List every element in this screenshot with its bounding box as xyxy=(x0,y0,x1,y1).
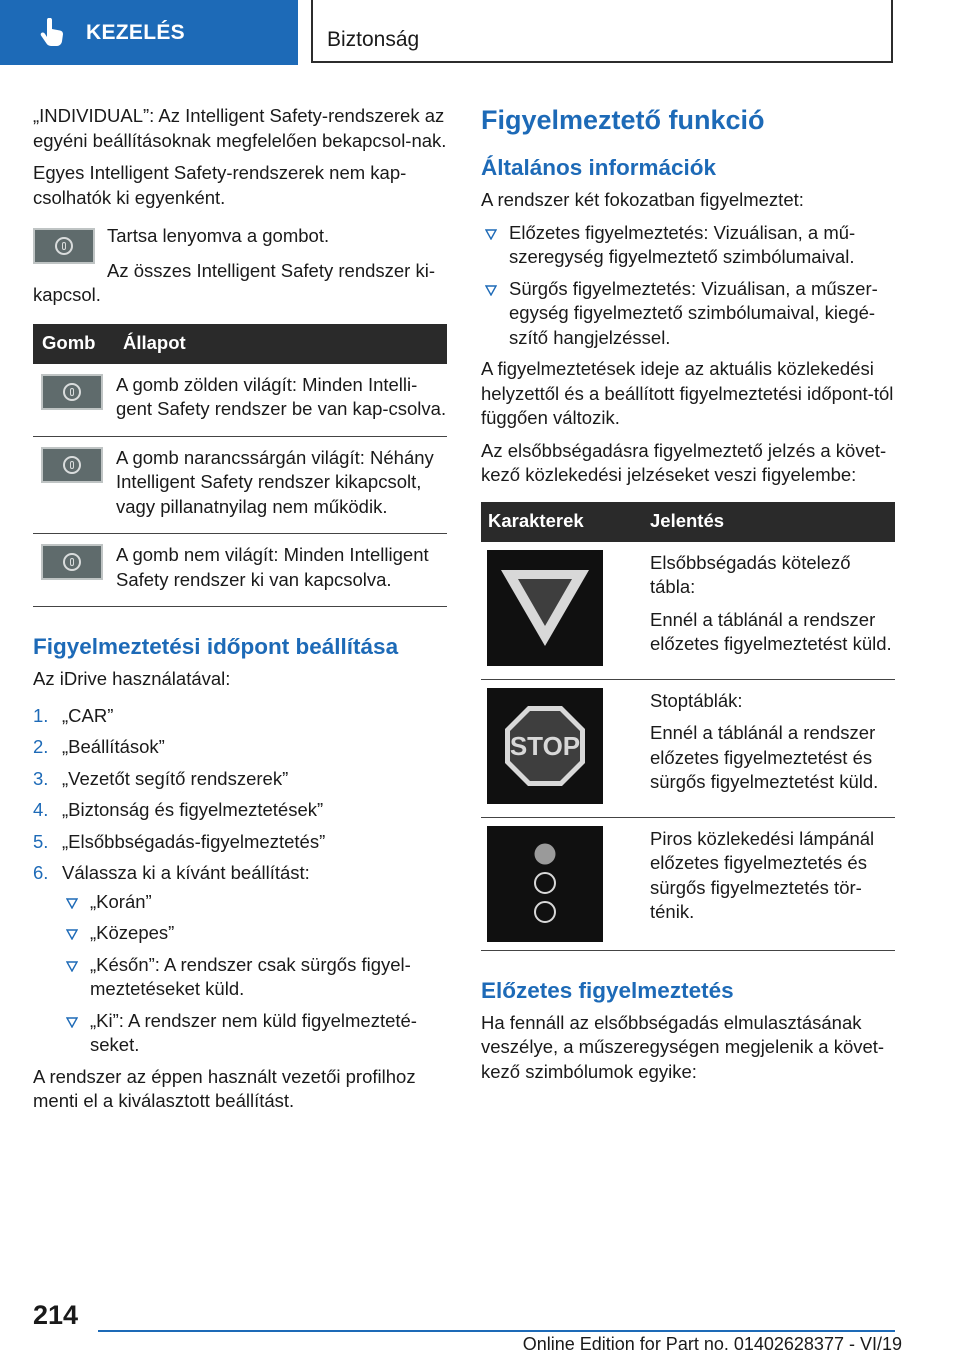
list-item: 6. Válassza ki a kívánt beállítást: „Korán” „Közepes” „Későn”: A rendszer csak sürgős figyel-meztetéseket küld. „Ki”: A rendszer nem küld figyelmezteté-seket. xyxy=(33,861,447,1058)
footer-divider xyxy=(98,1330,895,1332)
breadcrumb xyxy=(311,0,893,63)
button-instruction xyxy=(33,224,447,308)
button-orange-icon xyxy=(41,447,103,483)
page-number: 214 xyxy=(33,1300,79,1330)
breadcrumb-section: Biztonság xyxy=(327,28,420,51)
traffic-light-icon xyxy=(487,826,603,942)
intro-paragraph-1: „INDIVIDUAL”: Az Intelligent Safety-rendszerek az egyéni beállításoknak megfelelően bekapcsol-nak. xyxy=(33,105,447,151)
edition-text: Online Edition for Part no. 01402628377 - VI/19 xyxy=(522,1334,902,1354)
steps-list xyxy=(33,704,447,1058)
hand-pointer-icon xyxy=(38,18,66,48)
triangle-bullet-icon xyxy=(66,898,78,909)
triangle-bullet-icon xyxy=(66,929,78,940)
general-intro: A rendszer két fokozatban figyelmeztet: xyxy=(481,189,804,210)
main-heading: Figyelmeztető funkció xyxy=(481,105,765,135)
list-item: 1. „CAR” xyxy=(33,704,114,726)
table-header-meaning: Jelentés xyxy=(622,502,895,542)
triangle-bullet-icon xyxy=(66,961,78,972)
list-item: 5. „Elsőbbségadás-figyelmeztetés” xyxy=(33,830,326,852)
all-off-text-line1: Az összes Intelligent Safety rendszer ki- xyxy=(107,259,436,281)
table-row xyxy=(33,436,447,534)
all-off-text-line2: kapcsol. xyxy=(33,284,101,305)
right-column xyxy=(481,104,895,1092)
intro-paragraph-2: Egyes Intelligent Safety-rendszerek nem kap-csolhatók ki egyenként. xyxy=(33,162,407,208)
sign-detail: Ennél a táblánál a rendszer előzetes figyelmeztetést és sürgős figyelmeztetést küld. xyxy=(650,722,879,792)
left-column xyxy=(33,104,447,1122)
table-row xyxy=(33,364,447,437)
status-text: A gomb narancssárgán világít: Néhány Intelligent Safety rendszer kikapcsolt, vagy pillanatnyilag nem működik. xyxy=(116,446,434,517)
status-text: A gomb zölden világít: Minden Intelli-gent Safety rendszer be van kap-csolva. xyxy=(116,373,447,419)
status-text: A gomb nem világít: Minden Intelligent Safety rendszer ki van kapcsolva. xyxy=(116,544,429,590)
timing-note: A figyelmeztetések ideje az aktuális közlekedési helyzettől és a beállított figyelmeztetési időpont-tól függően változik. xyxy=(481,358,894,428)
press-hold-text: Tartsa lenyomva a gombot. xyxy=(107,225,330,246)
list-item: Sürgős figyelmeztetés: Vizuálisan, a műszer-egység figyelmeztető szimbólumaival, kiegé-szítő hangjelzéssel. xyxy=(481,277,895,351)
triangle-bullet-icon xyxy=(485,229,497,240)
yield-sign-icon xyxy=(487,550,603,666)
warning-levels-list xyxy=(481,221,895,351)
sign-title: Elsőbbségadás kötelező tábla: xyxy=(650,551,851,597)
table-header-characters: Karakterek xyxy=(481,502,622,542)
table-row xyxy=(481,542,895,680)
triangle-bullet-icon xyxy=(485,285,497,296)
table-row xyxy=(481,817,895,950)
table-header-status: Állapot xyxy=(114,324,447,364)
button-off-icon xyxy=(41,544,103,580)
closing-text: A rendszer az éppen használt vezetői profilhoz menti el a kiválasztott beállítást. xyxy=(33,1065,416,1111)
chapter-tab-label: KEZELÉS xyxy=(86,20,185,44)
timing-heading: Figyelmeztetési időpont beállítása xyxy=(33,634,399,659)
list-item: Előzetes figyelmeztetés: Vizuálisan, a mű-szeregység figyelmeztető szimbólumaival. xyxy=(481,221,895,270)
list-item: 4. „Biztonság és figyelmeztetések” xyxy=(33,799,324,820)
pre-warning-heading: Előzetes figyelmeztetés xyxy=(481,977,734,1003)
general-heading: Általános információk xyxy=(481,155,717,180)
button-green-icon xyxy=(41,374,103,410)
signs-table xyxy=(481,502,895,951)
sign-title: Stoptáblák: xyxy=(650,689,743,711)
sign-title: Piros közlekedési lámpánál előzetes figyelmeztetés és sürgős figyelmeztetés tör-ténik. xyxy=(650,827,875,922)
table-row xyxy=(33,534,447,607)
stop-sign-text: STOP xyxy=(509,730,581,761)
option-item: „Közepes” xyxy=(62,921,447,946)
table-header-button: Gomb xyxy=(33,324,114,364)
triangle-bullet-icon xyxy=(66,1017,78,1028)
chapter-tab[interactable] xyxy=(0,0,298,65)
option-item: „Későn”: A rendszer csak sürgős figyel-meztetéseket küld. xyxy=(62,953,447,1002)
option-item: „Ki”: A rendszer nem küld figyelmezteté-seket. xyxy=(62,1009,447,1058)
signs-note: Az elsőbbségadásra figyelmeztető jelzés a követ-kező közlekedési jelzéseket veszi figyelembe: xyxy=(481,439,887,485)
list-item: 3. „Vezetőt segítő rendszerek” xyxy=(33,767,289,789)
list-item: 2. „Beállítások” xyxy=(33,736,165,757)
timing-intro: Az iDrive használatával: xyxy=(33,668,231,689)
options-list xyxy=(62,890,447,1058)
sign-detail: Ennél a táblánál a rendszer előzetes figyelmeztetést küld. xyxy=(650,608,892,654)
table-row xyxy=(481,679,895,817)
stop-sign-icon xyxy=(487,688,603,804)
option-item: „Korán” xyxy=(62,890,447,915)
pre-warning-text: Ha fennáll az elsőbbségadás elmulasztásának veszélye, a műszeregységen megjelenik a követ-kező szimbólumok egyike: xyxy=(481,1011,885,1082)
intelligent-safety-button-icon xyxy=(33,228,95,264)
button-status-table xyxy=(33,324,447,608)
